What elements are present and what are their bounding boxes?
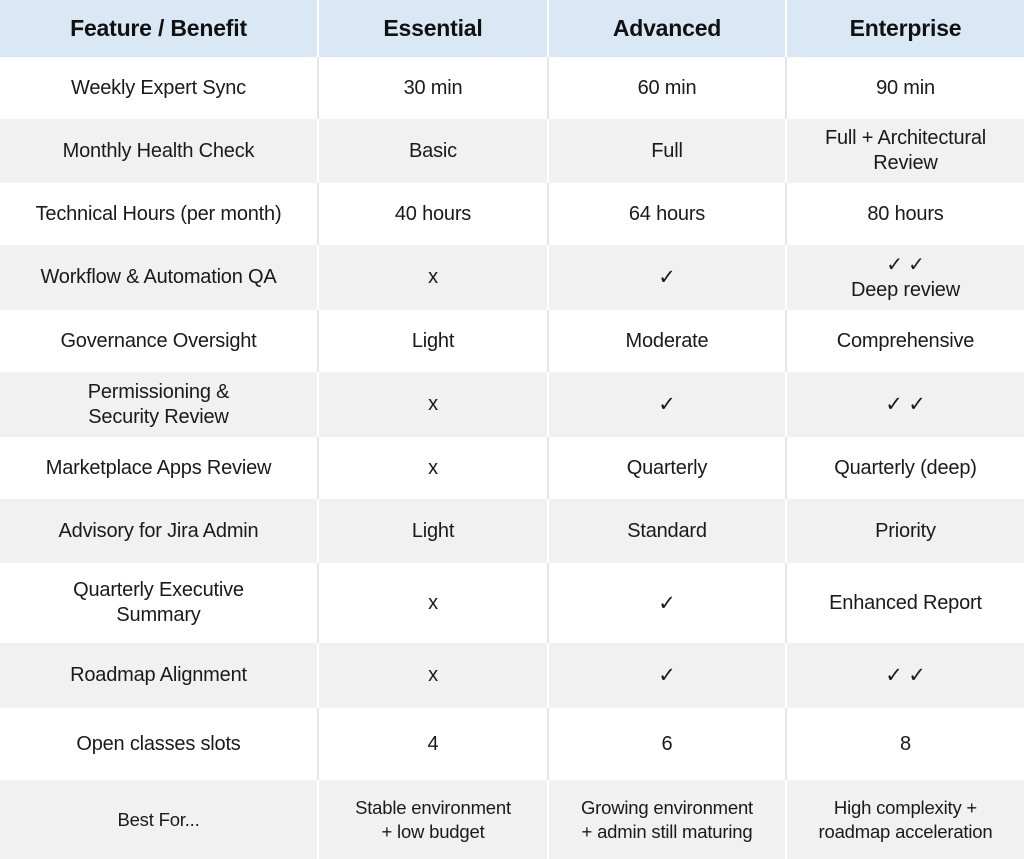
essential-cell: Light [411, 329, 455, 352]
enterprise-cell: ✓ ✓ Deep review [851, 253, 960, 301]
enterprise-cell: 90 min [876, 76, 935, 99]
essential-cell: x [428, 456, 438, 479]
enterprise-cell: ✓ ✓ [885, 393, 926, 416]
feature-cell: Monthly Health Check [62, 139, 255, 162]
advanced-cell: ✓ [658, 266, 676, 289]
advanced-cell: 6 [661, 732, 673, 755]
advanced-cell: Standard [627, 519, 707, 542]
advanced-cell: ✓ [658, 664, 676, 687]
feature-cell: Marketplace Apps Review [45, 456, 272, 479]
enterprise-cell: Full + Architectural Review [824, 127, 987, 174]
header-advanced: Advanced [547, 0, 785, 57]
essential-cell: Stable environment + low budget [355, 796, 511, 842]
feature-cell: Weekly Expert Sync [71, 76, 246, 99]
essential-cell: 30 min [403, 76, 463, 99]
essential-cell: x [428, 393, 438, 415]
feature-cell: Quarterly Executive Summary [73, 579, 244, 626]
advanced-cell: Full [651, 139, 683, 162]
advanced-cell: Growing environment + admin still maturing [580, 796, 754, 842]
essential-cell: x [428, 266, 438, 288]
enterprise-cell: 8 [900, 732, 911, 755]
feature-cell: Workflow & Automation QA [40, 266, 277, 288]
header-enterprise: Enterprise [785, 0, 1024, 57]
header-essential: Essential [317, 0, 547, 57]
advanced-cell: ✓ [658, 393, 676, 416]
enterprise-cell: ✓ ✓ [885, 664, 926, 687]
enterprise-cell: Comprehensive [836, 329, 975, 352]
feature-cell: Governance Oversight [60, 329, 257, 352]
feature-cell: Technical Hours (per month) [35, 202, 282, 225]
essential-cell: Light [411, 519, 455, 542]
advanced-cell: Quarterly [626, 456, 708, 479]
feature-cell: Roadmap Alignment [70, 664, 247, 686]
advanced-cell: 64 hours [628, 202, 706, 225]
essential-cell: Basic [409, 139, 457, 162]
essential-cell: x [428, 591, 438, 614]
enterprise-cell: 80 hours [867, 202, 944, 225]
enterprise-cell: Quarterly (deep) [834, 456, 977, 479]
feature-cell: Open classes slots [76, 732, 241, 755]
enterprise-cell: Enhanced Report [829, 591, 982, 614]
feature-cell: Permissioning & Security Review [87, 380, 230, 428]
essential-cell: 4 [427, 732, 439, 755]
enterprise-cell: Priority [875, 519, 936, 542]
essential-cell: 40 hours [394, 202, 472, 225]
advanced-cell: ✓ [658, 591, 676, 615]
enterprise-cell: High complexity + roadmap acceleration [818, 796, 993, 842]
advanced-cell: 60 min [637, 76, 697, 99]
feature-cell: Advisory for Jira Admin [58, 519, 259, 542]
feature-cell: Best For... [117, 808, 200, 830]
advanced-cell: Moderate [625, 329, 709, 352]
essential-cell: x [428, 664, 438, 686]
header-feature: Feature / Benefit [0, 0, 317, 57]
